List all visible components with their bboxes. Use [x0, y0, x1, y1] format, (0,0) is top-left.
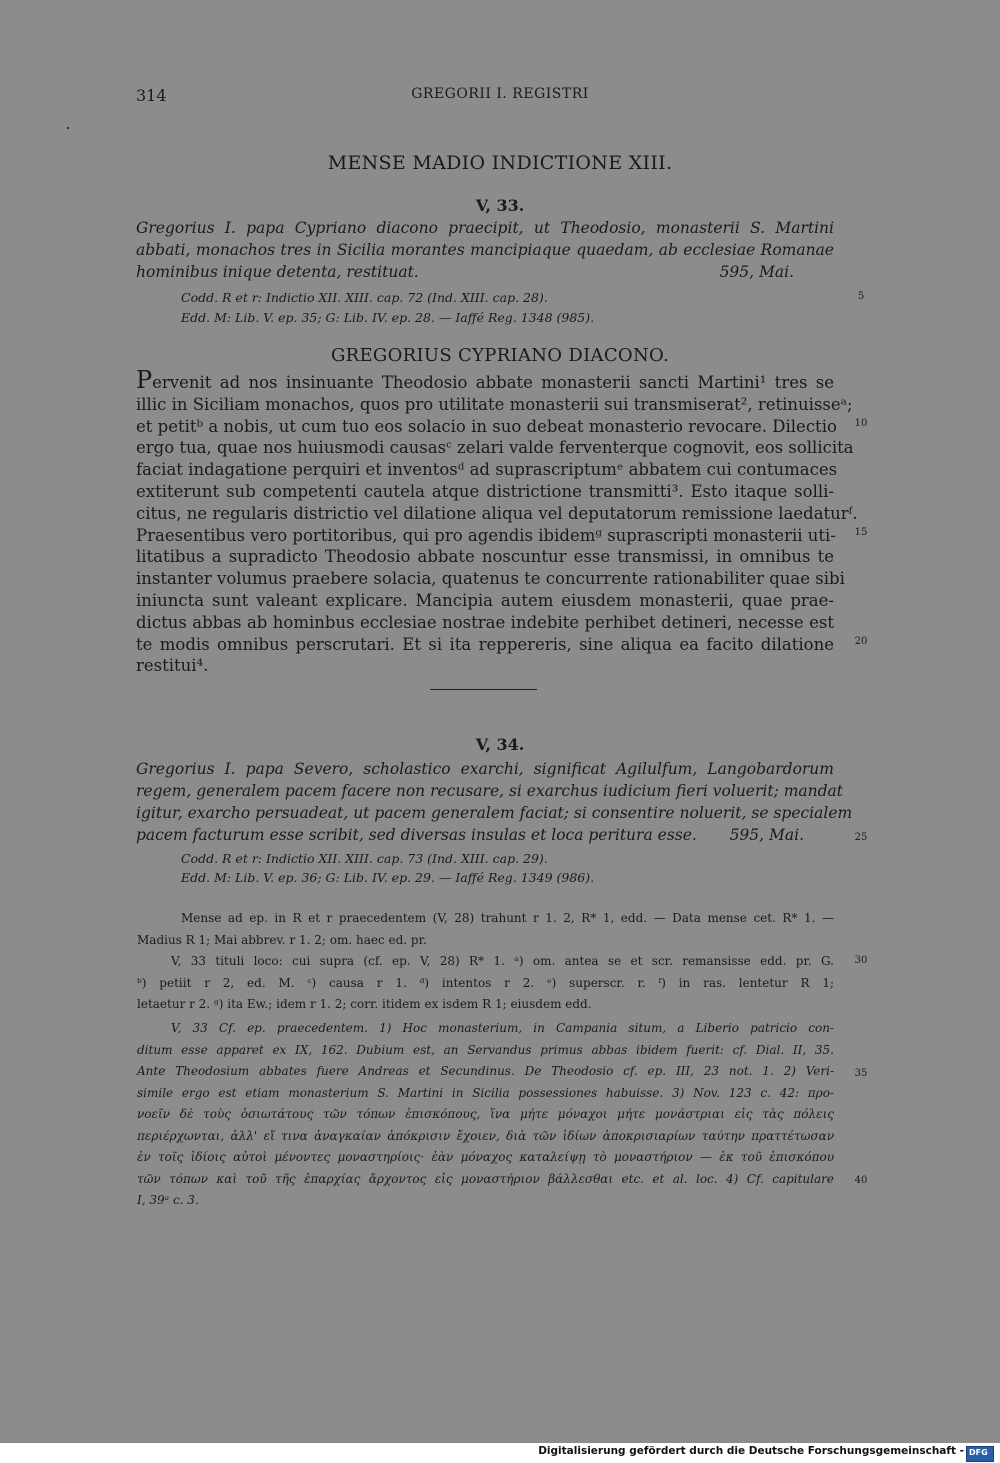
page-number: 314 — [136, 86, 167, 105]
editions-line: Edd. M: Lib. V. ep. 36; G: Lib. IV. ep. 29. — Iaffé Reg. 1349 (986). — [181, 870, 595, 885]
section-divider — [430, 689, 537, 690]
note-line: I, 39ᵃ c. 3. — [137, 1193, 199, 1207]
body-line: te modis omnibus perscrutari. Et si ita reppereris, sine aliqua ea facito dilatione — [136, 634, 834, 654]
line-number: 35 — [854, 1068, 868, 1079]
line-number: 20 — [854, 636, 868, 647]
editions-line: Edd. M: Lib. V. ep. 35; G: Lib. IV. ep. 28. — Iaffé Reg. 1348 (985). — [181, 310, 595, 325]
note-line: ἐν τοῖς ἰδίοις αὐτοὶ μένοντες μοναστηρίοις· ἐὰν μόναχος καταλείψῃ τὸ μοναστήριον — ἐκ τοῦ ἐπισκόπου — [137, 1150, 834, 1164]
letter-address: GREGORIUS CYPRIANO DIACONO. — [330, 345, 670, 366]
body-line: citus, ne regularis districtio vel dilatione aliqua vel deputatorum remissione laedaturᶠ. — [136, 503, 858, 523]
summary-line: Gregorius I. papa Cypriano diacono praecipit, ut Theodosio, monasterii S. Martini — [136, 219, 834, 237]
summary-line — [136, 261, 834, 283]
funding-notice: Digitalisierung gefördert durch die Deutsche Forschungsgemeinschaft - — [538, 1445, 964, 1457]
note-line: ditum esse apparet ex IX, 162. Dubium est, an Servandus primus abbas ibidem fuerit: cf. Dial. II, 35. — [137, 1042, 834, 1057]
apparatus-line: Madius R 1; Mai abbrev. r 1. 2; om. haec ed. pr. — [137, 932, 427, 947]
summary-line: igitur, exarcho persuadeat, ut pacem generalem faciat; si consentire noluerit, se specialem — [136, 804, 853, 822]
body-line-text: ervenit ad nos insinuante Theodosio abbate monasterii sancti Martini¹ tres se — [152, 373, 834, 392]
body-line: et petitᵇ a nobis, ut cum tuo eos solacio in suo debeat monasterio revocare. Dilectio — [136, 416, 837, 436]
letter-summary — [136, 758, 853, 846]
letter-body — [136, 366, 858, 677]
commentary-notes — [137, 1018, 834, 1212]
apparatus-line: ᵇ) petiit r 2, ed. M. ᶜ) causa r 1. ᵈ) intentos r 2. ᵉ) superscr. r. ᶠ) in ras. lentetur R 1; — [137, 975, 834, 990]
codices-line: Codd. R et r: Indictio XII. XIII. cap. 73 (Ind. XIII. cap. 29). — [181, 851, 548, 866]
summary-line: Gregorius I. papa Severo, scholastico exarchi, significat Agilulfum, Langobardorum — [136, 760, 834, 778]
note-line: τῶν τόπων καὶ τοῦ τῆς ἐπαρχίας ἄρχοντος εἰς μοναστήριον βάλλεσθαι etc. et al. loc. 4) Cf. capitulare — [137, 1171, 834, 1186]
footer-bar — [0, 1443, 1000, 1463]
note-line: V, 33 Cf. ep. praecedentem. 1) Hoc monasterium, in Campania situm, a Liberio patricio con- — [171, 1021, 834, 1035]
summary-line: abbati, monachos tres in Sicilia morantes mancipiaque quaedam, ab ecclesiae Romanae — [136, 241, 834, 259]
line-number: 15 — [854, 527, 868, 538]
letter-date: 595, Mai. — [719, 263, 794, 281]
note-line: Ante Theodosium abbates fuere Andreas et Secundinus. De Theodosio cf. ep. III, 23 not. 1. 2) Veri- — [137, 1064, 834, 1078]
drop-cap: P — [136, 366, 153, 394]
body-line: dictus abbas ab hominbus ecclesiae nostrae indebite perhibet detineri, necesse est — [136, 612, 834, 632]
dfg-logo-text: DFG — [969, 1448, 988, 1457]
line-number: 10 — [854, 418, 868, 429]
month-heading: MENSE MADIO INDICTIONE XIII. — [327, 152, 673, 174]
note-line: simile ergo est etiam monasterium S. Martini in Sicilia possessiones habuisse. 3) Nov. 123 c. 42: προ- — [137, 1085, 834, 1100]
summary-line — [136, 824, 834, 846]
summary-line-text: hominibus inique detenta, restituat. — [136, 263, 419, 281]
note-line: περιέρχωνται, ἀλλ' εἴ τινα ἀναγκαίαν ἀπόκρισιν ἔχοιεν, διὰ τῶν ἰδίων ἀποκρισιαρίων ταύτην πραττέτωσαν — [137, 1128, 834, 1143]
note-line: νοεῖν δὲ τοὺς ὁσιωτάτους τῶν τόπων ἐπισκόπους, ἵνα μήτε μόναχοι μήτε μονάστριαι εἰς τὰς πόλεις — [137, 1107, 834, 1121]
body-line: restitui⁴. — [136, 656, 209, 676]
letter-summary — [136, 217, 834, 283]
body-line: litatibus a supradicto Theodosio abbate noscuntur esse transmissi, in omnibus te — [136, 547, 834, 567]
summary-line: regem, generalem pacem facere non recusare, si exarchus iudicium fieri voluerit; mandat — [136, 782, 844, 800]
line-number: 25 — [854, 832, 868, 843]
body-line: extiterunt sub competenti cautela atque districtione transmitti³. Esto itaque solli- — [136, 481, 834, 501]
apparatus-line: letaetur r 2. ᵍ) ita Ew.; idem r 1. 2; corr. itidem ex isdem R 1; eiusdem edd. — [137, 997, 592, 1011]
line-number: 30 — [854, 955, 868, 966]
letter-date: 595, Mai. — [729, 826, 804, 844]
scan-speck — [67, 127, 69, 129]
codices-line: Codd. R et r: Indictio XII. XIII. cap. 72 (Ind. XIII. cap. 28). — [181, 290, 548, 305]
body-line: faciat indagatione perquiri et inventosᵈ ad suprascriptumᵉ abbatem cui contumaces — [136, 460, 838, 480]
body-line: Praesentibus vero portitoribus, qui pro agendis ibidemᵍ suprascripti monasterii uti- — [136, 525, 836, 545]
body-line: ergo tua, quae nos huiusmodi causasᶜ zelari valde ferventerque cognovit, eos sollicita — [136, 438, 854, 458]
letter-number: V, 33. — [475, 196, 525, 215]
summary-line-text: pacem facturum esse scribit, sed diversas insulas et loca peritura esse. — [136, 826, 697, 844]
line-number: 5 — [857, 291, 865, 302]
line-number: 40 — [854, 1175, 868, 1186]
body-line: iniuncta sunt valeant explicare. Mancipia autem eiusdem monasterii, quae prae- — [136, 590, 834, 610]
running-title: GREGORII I. REGISTRI — [411, 86, 589, 102]
apparatus-line: Mense ad ep. in R et r praecedentem (V, 28) trahunt r 1. 2, R* 1, edd. — Data mense cet. R* 1. — — [181, 911, 834, 925]
body-line: instanter volumus praebere solacia, quatenus te concurrente rationabiliter quae sibi — [136, 569, 845, 589]
apparatus-line: V, 33 tituli loco: cui supra (cf. ep. V, 28) R* 1. ᵃ) om. antea se et scr. remansisse edd. pr. G. — [171, 954, 834, 968]
body-line: illic in Siciliam monachos, quos pro utilitate monasterii sui transmiserat², retinuisseᵃ; — [136, 394, 853, 414]
critical-apparatus — [137, 908, 834, 1016]
body-line — [136, 366, 834, 394]
letter-number: V, 34. — [475, 735, 525, 754]
dfg-logo[interactable] — [966, 1446, 994, 1462]
